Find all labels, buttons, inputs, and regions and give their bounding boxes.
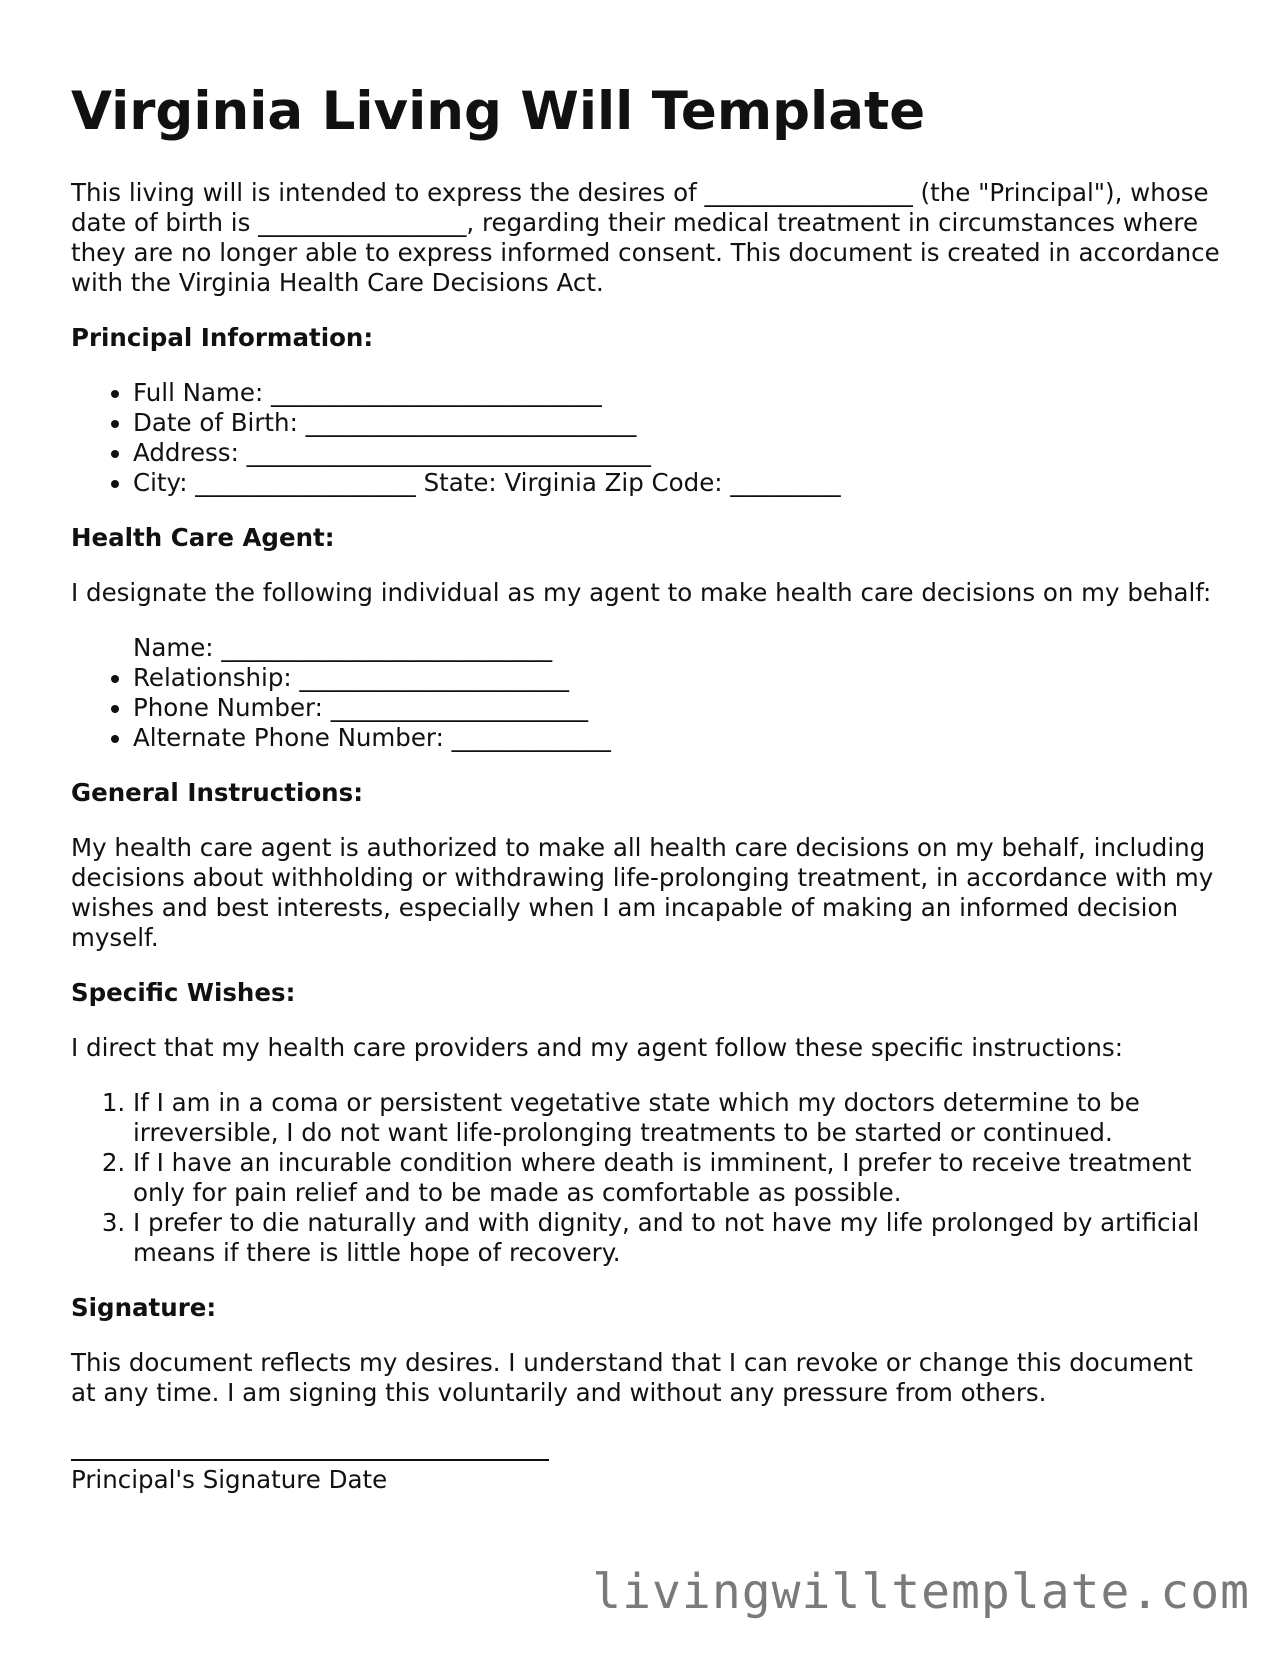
general-heading: General Instructions:	[71, 777, 363, 807]
agent-heading: Health Care Agent:	[71, 522, 335, 552]
list-item: • Alternate Phone Number: _____________	[133, 723, 1221, 753]
list-item: • City: __________________ State: Virginia Zip Code: _________	[133, 468, 1221, 498]
principal-heading: Principal Information:	[71, 322, 374, 352]
signature-heading: Signature:	[71, 1292, 217, 1322]
document-page	[71, 80, 1221, 1495]
agent-name-line: Name: ___________________________	[133, 632, 553, 662]
list-item: • Date of Birth: ___________________________	[133, 408, 1221, 438]
agent-list	[71, 663, 1221, 753]
list-item: • Phone Number: _____________________	[133, 693, 1221, 723]
list-item: 2. If I have an incurable condition where death is imminent, I prefer to receive treatment only for pain relief and to be made as comfortable as possible.	[133, 1148, 1221, 1208]
watermark: livingwilltemplate.com	[592, 1564, 1250, 1620]
specific-heading: Specific Wishes:	[71, 977, 296, 1007]
principal-list	[71, 378, 1221, 498]
signature-caption: Principal's Signature Date	[71, 1464, 388, 1494]
general-paragraph: My health care agent is authorized to make all health care decisions on my behalf, including decisions about withholding or withdrawing life-prolonging treatment, in accordance with my wishes and best interests, especially when I am incapable of making an informed decision myself.	[71, 832, 1214, 952]
list-item: • Relationship: ______________________	[133, 663, 1221, 693]
page-title: Virginia Living Will Template	[71, 81, 926, 142]
list-item: • Full Name: ___________________________	[133, 378, 1221, 408]
signature-paragraph: This document reflects my desires. I understand that I can revoke or change this document at any time. I am signing this voluntarily and without any pressure from others.	[71, 1347, 1193, 1407]
signature-line	[71, 1433, 549, 1461]
specific-intro: I direct that my health care providers and my agent follow these specific instructions:	[71, 1032, 1123, 1062]
agent-intro: I designate the following individual as my agent to make health care decisions on my behalf:	[71, 577, 1212, 607]
list-item: 3. I prefer to die naturally and with dignity, and to not have my life prolonged by artificial means if there is little hope of recovery.	[133, 1208, 1221, 1268]
specific-list	[71, 1088, 1221, 1268]
intro-paragraph: This living will is intended to express the desires of _________________ (the "Principal"), whose date of birth is _________________, regarding their medical treatment in circumstances where they are no longer able to express informed consent. This document is created in accordance with the Virginia Health Care Decisions Act.	[71, 177, 1220, 297]
list-item: 1. If I am in a coma or persistent vegetative state which my doctors determine to be irreversible, I do not want life-prolonging treatments to be started or continued.	[133, 1088, 1221, 1148]
list-item: • Address: _________________________________	[133, 438, 1221, 468]
